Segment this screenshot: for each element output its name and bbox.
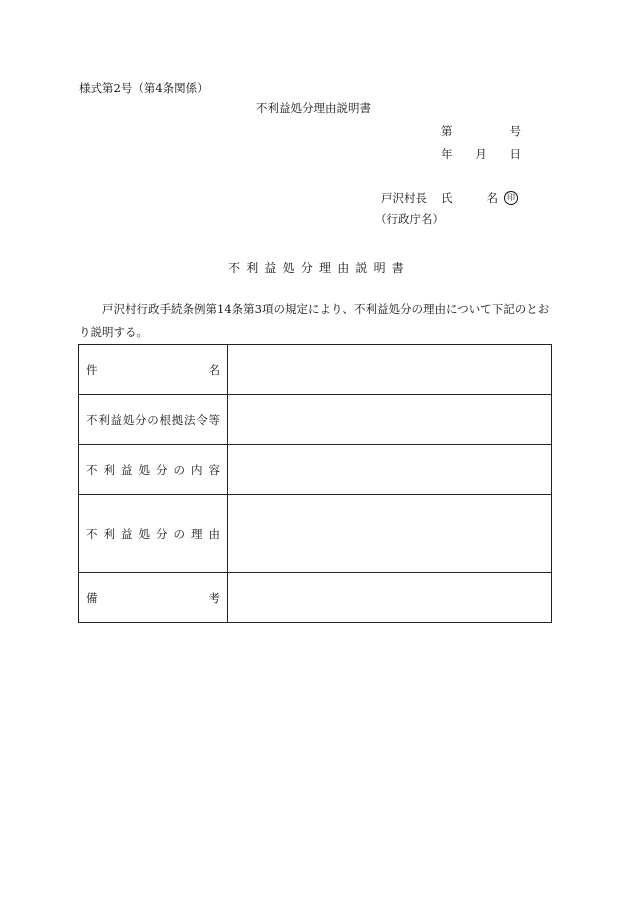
row-label-cell (79, 395, 228, 445)
row-value-cell[interactable] (228, 345, 552, 395)
row-value-cell[interactable] (228, 395, 552, 445)
row-value-cell[interactable] (228, 445, 552, 495)
main-title: 不利益処分理由説明書 (228, 261, 411, 275)
table-row (79, 495, 552, 573)
row-label: 件 名 (86, 362, 220, 377)
row-label: 不 利 益 処 分 の 根 拠 法 令 等 (86, 412, 220, 427)
issuer-line (381, 190, 518, 206)
row-label: 不 利 益 処 分 の 内 容 (86, 462, 220, 477)
table-row (79, 573, 552, 623)
date-year: 年 (441, 147, 453, 161)
row-label-cell (79, 573, 228, 623)
issuer-name-label-1: 氏 (441, 191, 453, 205)
top-title: 不利益処分理由説明書 (256, 101, 371, 115)
form-table (78, 344, 552, 623)
date-line (441, 146, 521, 162)
number-suffix: 号 (509, 124, 521, 138)
table-row (79, 345, 552, 395)
date-month: 月 (475, 147, 487, 161)
number-prefix: 第 (441, 124, 453, 138)
agency-name-label: （行政庁名） (375, 212, 444, 226)
date-day: 日 (509, 147, 521, 161)
row-value-cell[interactable] (228, 573, 552, 623)
row-label-cell (79, 495, 228, 573)
issuer-title: 戸沢村長 (381, 191, 427, 205)
row-value-cell[interactable] (228, 495, 552, 573)
issuer-name-label-2: 名 (486, 191, 498, 205)
seal-icon: 印 (504, 191, 518, 205)
document-number-line (441, 123, 521, 139)
body-text: 戸沢村行政手続条例第14条第3項の規定により、不利益処分の理由について下記のとおり説明する。 (79, 302, 550, 339)
form-number: 様式第2号（第4条関係） (79, 81, 209, 95)
row-label-cell (79, 345, 228, 395)
table-row (79, 445, 552, 495)
row-label: 不 利 益 処 分 の 理 由 (86, 526, 220, 541)
row-label-cell (79, 445, 228, 495)
row-label: 備 考 (86, 590, 220, 605)
table-row (79, 395, 552, 445)
